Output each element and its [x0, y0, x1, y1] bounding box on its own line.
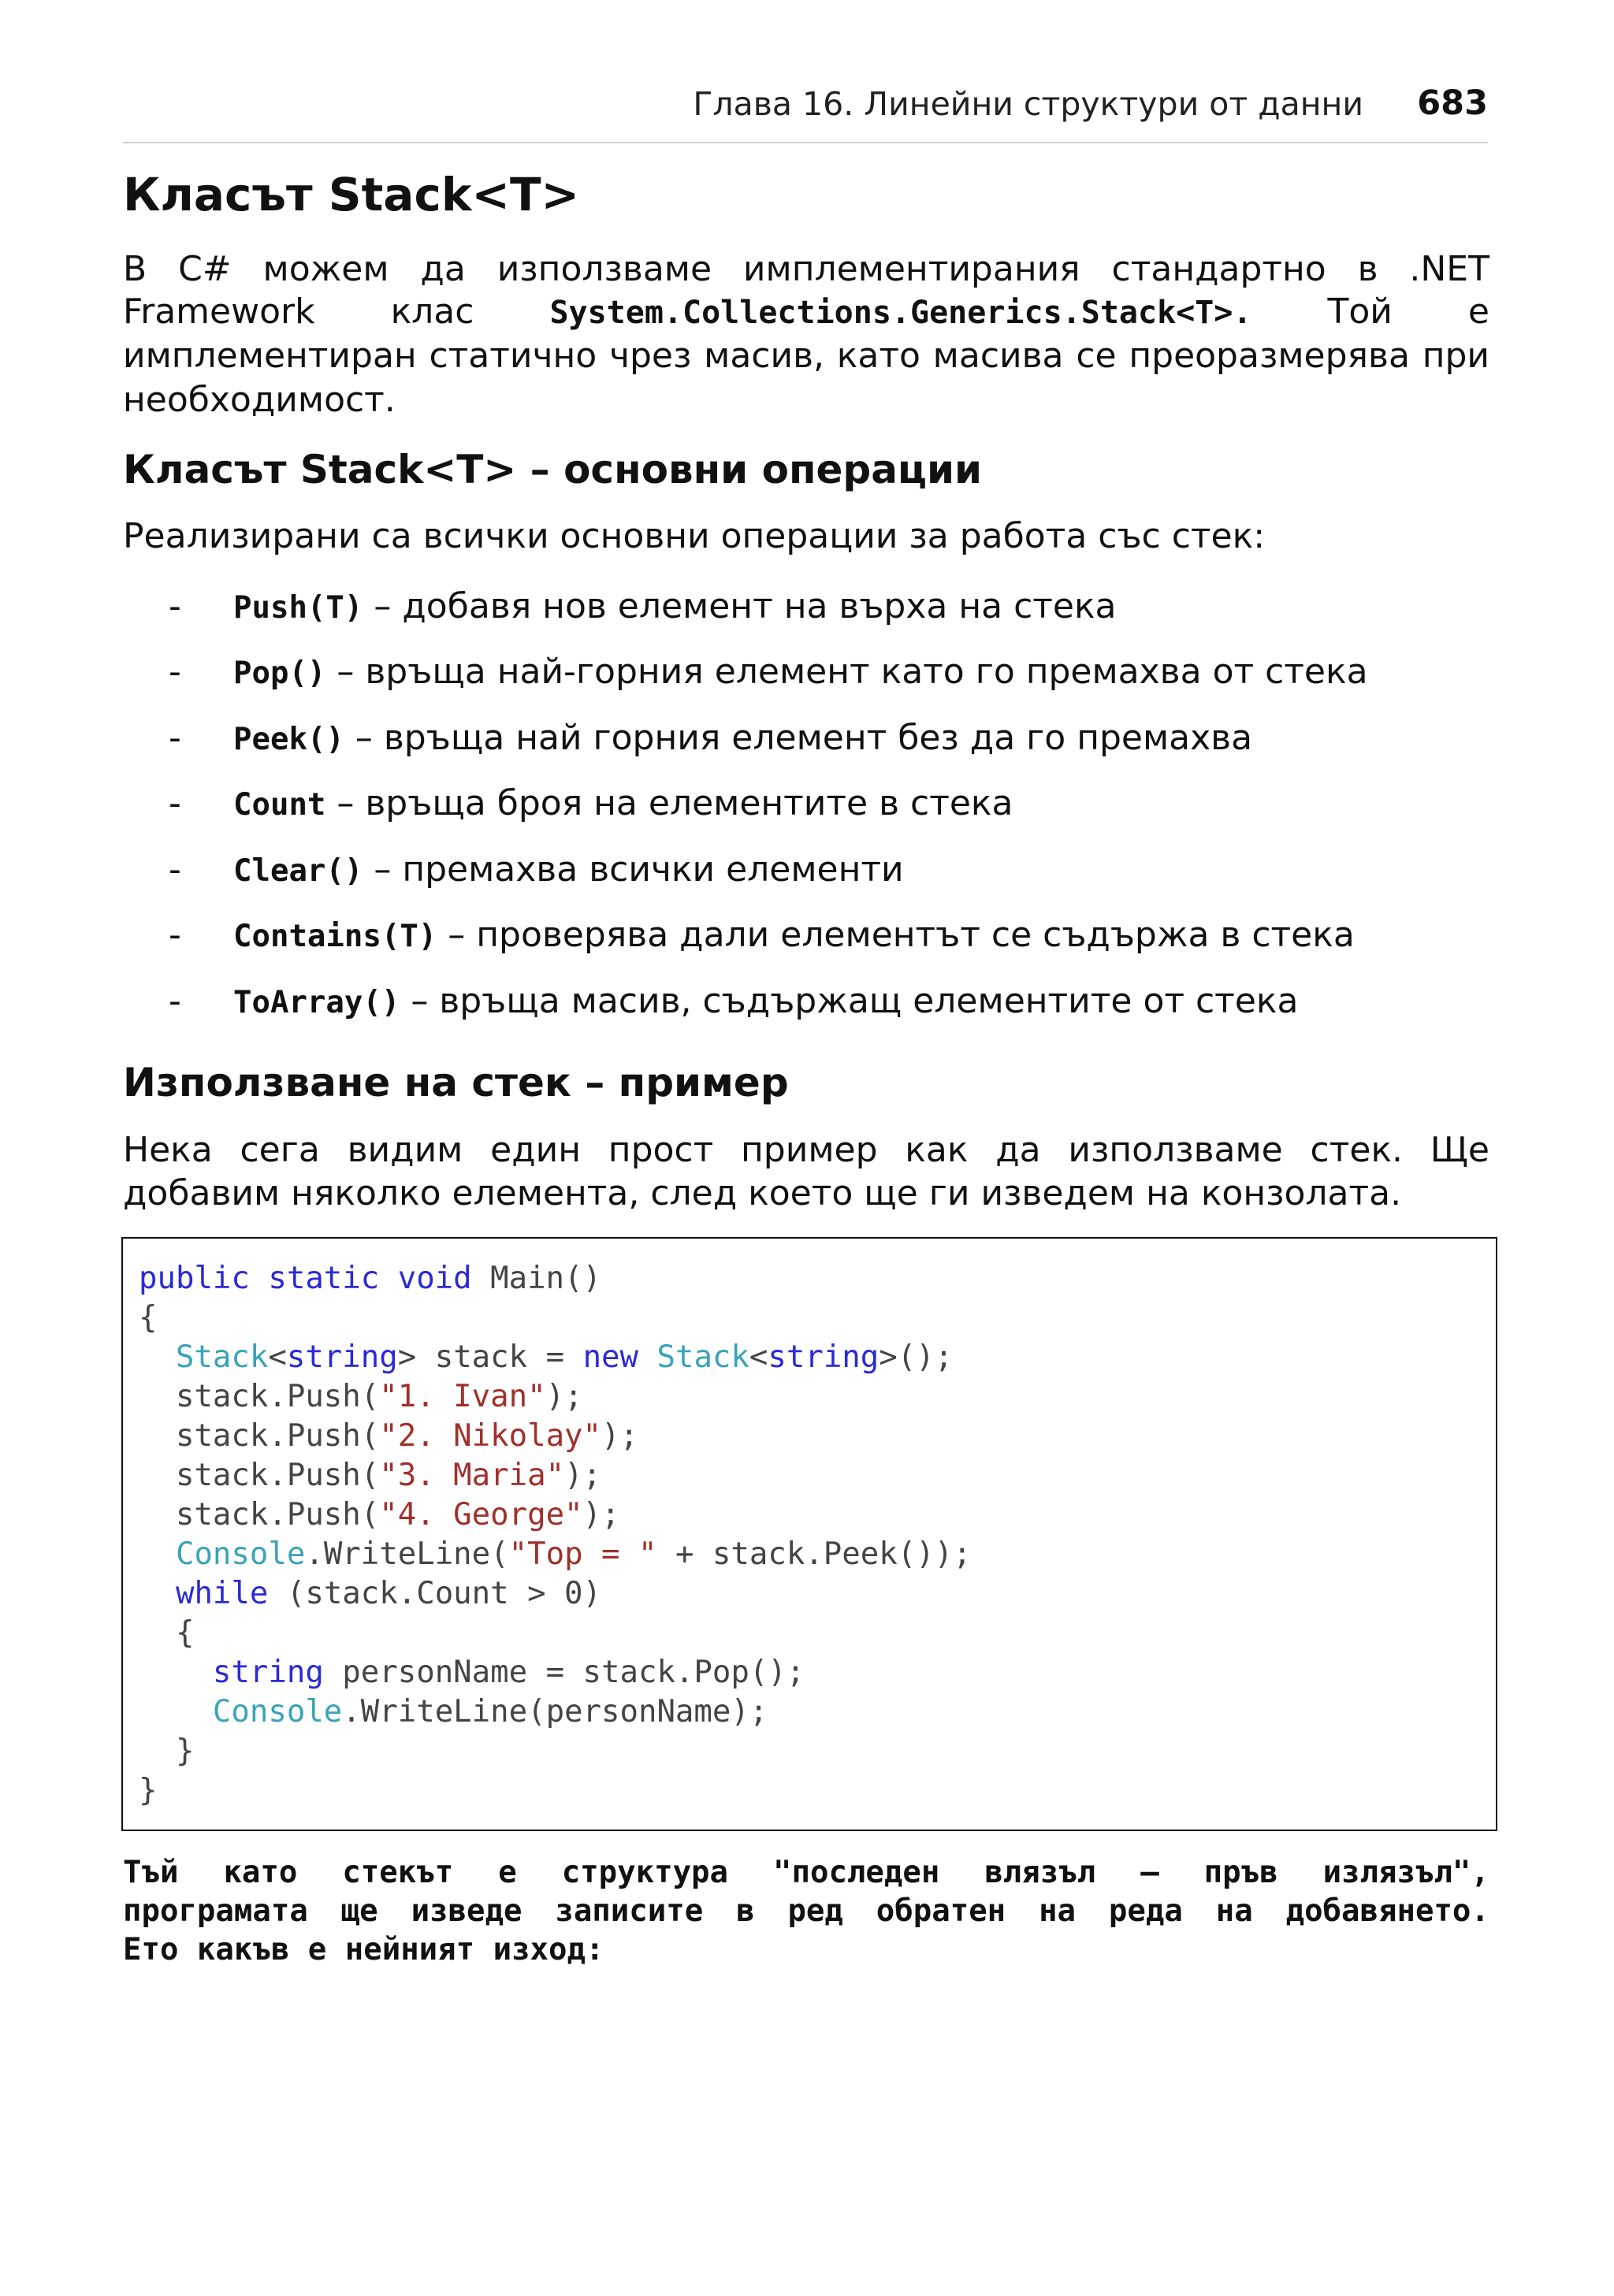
after-code-word: програмата	[123, 1893, 308, 1930]
code-token: {	[139, 1615, 195, 1651]
chapter-title: Глава 16. Линейни структури от данни	[693, 85, 1363, 123]
code-token: (stack.Count > 0)	[268, 1576, 602, 1612]
code-token: .WriteLine(personName);	[342, 1694, 768, 1730]
after-code-word: в	[736, 1893, 755, 1930]
code-line	[139, 1259, 1480, 1298]
after-code-word: излязъл",	[1322, 1855, 1489, 1891]
operation-name: Peek()	[233, 721, 344, 757]
code-line	[139, 1338, 1480, 1377]
code-token: stack.Push(	[139, 1379, 380, 1415]
code-token	[638, 1339, 656, 1375]
intro-rest-text: имплементиран статично чрез масив, като масива се преоразмерява при необходимост.	[123, 335, 1489, 420]
after-code-word: изведе	[411, 1893, 523, 1930]
after-code-word: "последен	[773, 1855, 940, 1891]
list-bullet-dash: -	[169, 652, 181, 693]
code-token	[139, 1339, 176, 1375]
code-block	[121, 1237, 1497, 1831]
code-token: new	[582, 1339, 639, 1376]
code-token: "4. George"	[379, 1497, 583, 1533]
code-token: Console	[212, 1694, 343, 1730]
after-code-line-1	[123, 1853, 1489, 1892]
code-line	[139, 1495, 1480, 1535]
code-line	[139, 1771, 1480, 1811]
intro-word: имплементирания	[742, 248, 1080, 289]
example-intro: Нека сега видим един прост пример как да използваме стек. Ще добавим няколко елемента, след което ще ги изведем на конзолата.	[123, 1130, 1489, 1214]
after-code-word: на	[1215, 1893, 1253, 1930]
code-token: <	[749, 1339, 768, 1376]
code-token: }	[139, 1773, 158, 1809]
code-token: stack.Push(	[139, 1418, 380, 1455]
code-token: "2. Nikolay"	[379, 1418, 602, 1455]
code-token: string	[212, 1655, 324, 1691]
after-code-word: е	[498, 1855, 517, 1891]
code-token: );	[545, 1379, 583, 1415]
code-token: Stack	[656, 1339, 749, 1376]
after-code-word: –	[1140, 1855, 1159, 1891]
intro-word: C#	[178, 248, 232, 289]
operation-item	[123, 968, 1489, 1035]
code-token	[139, 1655, 213, 1690]
operation-description: – връща най-горния елемент като го премахва от стека	[325, 652, 1368, 693]
example-heading: Използване на стек – пример	[123, 1060, 789, 1106]
after-code-word: структура	[561, 1855, 729, 1891]
operation-name: Push(T)	[233, 589, 363, 626]
intro-word: използваме	[496, 248, 712, 289]
operation-item	[123, 705, 1489, 771]
after-code-word: добавянето.	[1285, 1893, 1489, 1930]
operation-name: ToArray()	[233, 984, 400, 1020]
code-line	[139, 1692, 1480, 1732]
operation-description: – проверява дали елементът се съдържа в стека	[437, 915, 1355, 956]
operations-intro: Реализирани са всички основни операции за работа със стек:	[123, 515, 1266, 556]
operations-list	[123, 574, 1489, 1035]
code-token: .WriteLine(	[305, 1536, 509, 1573]
list-bullet-dash: -	[169, 783, 181, 824]
after-code-word: на	[1039, 1893, 1077, 1930]
code-token: >();	[879, 1339, 954, 1376]
code-token: <	[268, 1339, 287, 1376]
code-token: public static void	[139, 1261, 472, 1297]
intro-word: можем	[262, 248, 389, 289]
after-code-word: влязъл	[984, 1855, 1096, 1891]
code-token: personName = stack.Pop();	[323, 1655, 805, 1691]
operation-description: – връща броя на елементите в стека	[325, 783, 1013, 824]
intro-word: е	[1467, 291, 1489, 332]
after-code-line-3: Ето какъв е нейният изход:	[123, 1932, 604, 1968]
intro-word: .NET	[1409, 248, 1489, 289]
after-code-word: реда	[1108, 1893, 1183, 1930]
code-token: );	[564, 1458, 602, 1494]
code-token: "3. Maria"	[379, 1458, 565, 1494]
after-code-word: Тъй	[123, 1855, 179, 1891]
list-bullet-dash: -	[169, 980, 181, 1021]
code-token: Console	[175, 1536, 306, 1573]
after-code-word: обратен	[876, 1893, 1006, 1930]
code-line	[139, 1456, 1480, 1495]
code-token: + stack.Peek());	[656, 1536, 972, 1573]
code-token: > stack =	[397, 1339, 583, 1376]
code-token: );	[601, 1418, 638, 1455]
code-token: stack.Push(	[139, 1458, 380, 1494]
code-token: );	[582, 1497, 620, 1533]
code-line	[139, 1732, 1480, 1771]
code-token: }	[139, 1733, 195, 1770]
code-line	[139, 1535, 1480, 1574]
operation-name: Count	[233, 787, 326, 823]
operation-item	[123, 837, 1489, 903]
after-code-word: пръв	[1203, 1855, 1278, 1891]
operation-description: – връща най горния елемент без да го премахва	[344, 717, 1253, 758]
intro-line-1	[123, 248, 1489, 291]
code-token: Stack	[175, 1339, 269, 1376]
operation-name: Clear()	[233, 853, 363, 889]
intro-paragraph	[123, 248, 1489, 422]
operation-item	[123, 574, 1489, 640]
operation-item	[123, 902, 1489, 968]
code-token	[139, 1576, 176, 1611]
code-line	[139, 1574, 1480, 1614]
after-code-paragraph	[123, 1853, 1489, 1969]
code-token	[139, 1536, 176, 1572]
operation-name: Contains(T)	[233, 919, 437, 955]
code-token: {	[139, 1300, 158, 1336]
code-line	[139, 1614, 1480, 1653]
code-token: stack.Push(	[139, 1497, 380, 1533]
after-code-word: записите	[555, 1893, 704, 1930]
code-token	[139, 1694, 213, 1729]
list-bullet-dash: -	[169, 849, 181, 890]
after-code-word: ред	[787, 1893, 843, 1930]
code-token: "Top = "	[508, 1536, 657, 1573]
section-title: Класът Stack<T>	[123, 168, 580, 221]
after-code-word: стекът	[342, 1855, 454, 1891]
page-number: 683	[1417, 84, 1488, 123]
code-line	[139, 1653, 1480, 1692]
code-token: string	[768, 1339, 880, 1376]
operation-item	[123, 639, 1489, 705]
after-code-word: като	[223, 1855, 298, 1891]
after-code-word: ще	[340, 1893, 378, 1930]
list-bullet-dash: -	[169, 717, 181, 758]
page-content	[123, 169, 1489, 1969]
operation-description: – премахва всички елементи	[363, 849, 904, 890]
code-line	[139, 1417, 1480, 1456]
intro-word: в	[1357, 248, 1378, 289]
operation-item	[123, 771, 1489, 837]
intro-word: Framework	[123, 291, 315, 332]
code-line	[139, 1377, 1480, 1417]
code-token: Main()	[471, 1261, 602, 1297]
list-bullet-dash: -	[169, 915, 181, 956]
page-header	[123, 77, 1488, 143]
intro-line-2	[123, 291, 1489, 334]
intro-word: клас	[390, 291, 474, 332]
inline-code-class-name: System.Collections.Generics.Stack<T>.	[549, 294, 1252, 331]
after-code-line-2	[123, 1892, 1489, 1930]
intro-word: стандартно	[1111, 248, 1326, 289]
operations-heading: Класът Stack<T> – основни операции	[123, 446, 983, 492]
code-line	[139, 1298, 1480, 1338]
code-token: while	[175, 1576, 269, 1612]
intro-word: Той	[1327, 291, 1393, 332]
code-token: "1. Ivan"	[379, 1379, 546, 1415]
code-token: string	[286, 1339, 398, 1376]
intro-word: да	[420, 248, 466, 289]
list-bullet-dash: -	[169, 585, 181, 626]
operation-name: Pop()	[233, 656, 326, 692]
operation-description: – добавя нов елемент на върха на стека	[363, 585, 1117, 626]
operation-description: – връща масив, съдържащ елементите от стека	[400, 980, 1299, 1021]
intro-word: В	[123, 248, 147, 289]
